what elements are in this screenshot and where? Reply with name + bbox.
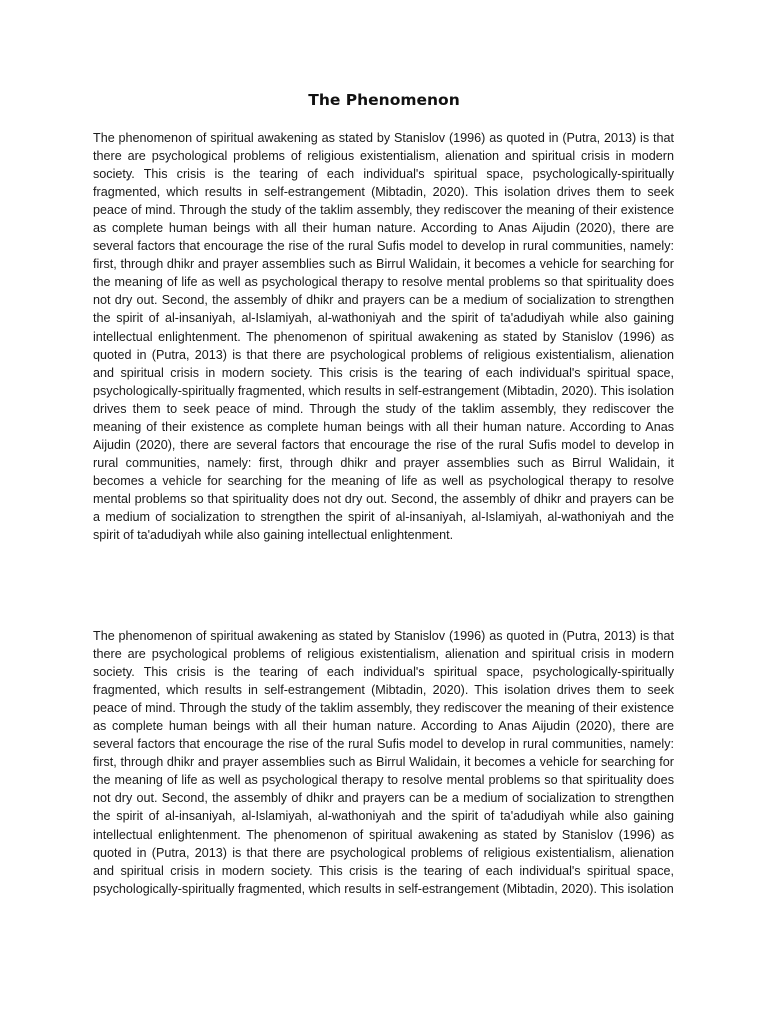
body-paragraph: The phenomenon of spiritual awakening as stated by Stanislov (1996) as quoted in (Putra, 2013) is that there are psychological problems of religious existentialism, alienation and spiritual crisis in modern society. This crisis is the tearing of each individual's spiritual space, psychologically-spiritually fragmented, which results in self-estrangement (Mibtadin, 2020). This isolation drives them to seek peace of mind. Through the study of the taklim assembly, they rediscover the meaning of their existence as complete human beings with all their human nature. According to Anas Aijudin (2020), there are several factors that encourage the rise of the rural Sufis model to develop in rural communities, namely: first, through dhikr and prayer assemblies such as Birrul Walidain, it becomes a vehicle for searching for the meaning of life as well as psychological therapy to resolve mental problems so that spirituality does not dry out. Second, the assembly of dhikr and prayers can be a medium of socialization to strengthen the spirit of al-insaniyah, al-Islamiyah, al-wathoniyah and the spirit of ta'adudiyah while also gaining intellectual enlightenment. The phenomenon of spiritual awakening as stated by Stanislov (1996) as quoted in (Putra, 2013) is that there are psychological problems of religious existentialism, alienation and spiritual crisis in modern society. This crisis is the tearing of each individual's spiritual space, psychologically-spiritually fragmented, which results in self-estrangement (Mibtadin, 2020). This isolation drives them to seek peace of mind. Through the study of the taklim assembly, they rediscover the meaning of their existence as complete human beings with all their human nature. According to Anas Aijudin (2020), there are several factors that encourage the rise of the rural Sufis model to develop in rural communities, namely: first, through dhikr and prayer assemblies such as Birrul Walidain, it becomes a vehicle for searching for the meaning of life as well as psychological therapy to resolve mental problems so that spirituality does not dry out. Second, the assembly of dhikr and prayers can be a medium of socialization to strengthen the spirit of al-insaniyah, al-Islamiyah, al-wathoniyah and the spirit of ta'adudiyah while also gaining intellectual enlightenment. xyxy=(93,131,674,543)
page-title: The Phenomenon xyxy=(308,91,460,109)
body-paragraph: The phenomenon of spiritual awakening as stated by Stanislov (1996) as quoted in (Putra, 2013) is that there are psychological problems of religious existentialism, alienation and spiritual crisis in modern society. This crisis is the tearing of each individual's spiritual space, psychologically-spiritually fragmented, which results in self-estrangement (Mibtadin, 2020). This isolation drives them to seek peace of mind. Through the study of the taklim assembly, they rediscover the meaning of their existence as complete human beings with all their human nature. According to Anas Aijudin (2020), there are several factors that encourage the rise of the rural Sufis model to develop in rural communities, namely: first, through dhikr and prayer assemblies such as Birrul Walidain, it becomes a vehicle for searching for the meaning of life as well as psychological therapy to resolve mental problems so that spirituality does not dry out. Second, the assembly of dhikr and prayers can be a medium of socialization to strengthen the spirit of al-insaniyah, al-Islamiyah, al-wathoniyah and the spirit of ta'adudiyah while also gaining intellectual enlightenment. The phenomenon of spiritual awakening as stated by Stanislov (1996) as quoted in (Putra, 2013) is that there are psychological problems of religious existentialism, alienation and spiritual crisis in modern society. This crisis is the tearing of each individual's spiritual space, psychologically-spiritually fragmented, which results in self-estrangement (Mibtadin, 2020). This isolation xyxy=(93,629,674,896)
